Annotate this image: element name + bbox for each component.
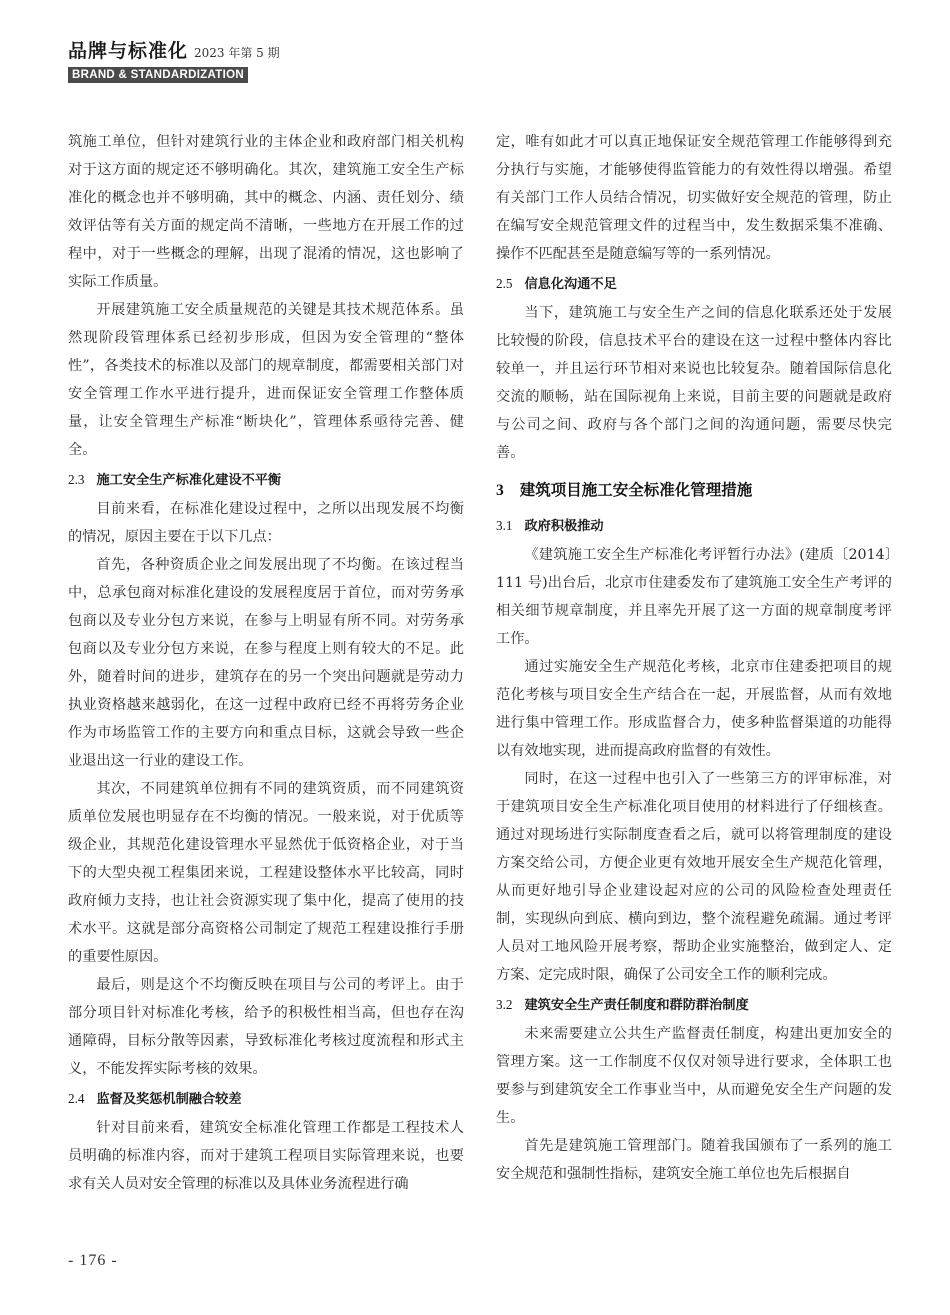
paragraph: 定，唯有如此才可以真正地保证安全规范管理工作能够得到充分执行与实施，才能够使得监管能力的有效性得以增强。希望有关部门工作人员结合情况，切实做好安全规范的管理，防止在编写安全规范管理文件的过程当中，发生数据采集不准确、操作不匹配甚至是随意编写等的一系列情况。 [496,134,892,262]
heading-text: 建筑项目施工安全标准化管理措施 [519,481,753,499]
paragraph: 筑施工单位，但针对建筑行业的主体企业和政府部门相关机构对于这方面的规定还不够明确化。其次，建筑施工安全生产标准化的概念也并不够明确，其中的概念、内涵、责任划分、绩效评估等有关方面的规定尚不清晰，一些地方在开展工作的过程中，对于一些概念的理解，出现了混淆的情况，这也影响了实际工作质量。 [68,134,464,290]
heading-text: 建筑安全生产责任制度和群防群治制度 [524,998,749,1013]
paragraph: 开展建筑施工安全质量规范的关键是其技术规范体系。虽然现阶段管理体系已经初步形成，但因为安全管理的“整体性”，各类技术的标准以及部门的规章制度，都需要相关部门对安全管理工作水平进行提升，进而保证安全管理工作整体质量，让安全管理生产标准“断块化”，管理体系亟待完善、健全。 [68,302,464,458]
heading-text: 政府积极推动 [524,519,604,534]
paragraph: 首先，各种资质企业之间发展出现了不均衡。在该过程当中，总承包商对标准化建设的发展程度居于首位，而对劳务承包商以及专业分包方来说，在参与上明显有所不同。对劳务承包商以及专业分包方来说，在参与程度上则有较大的不足。此外，随着时间的进步，建筑存在的另一个突出问题就是劳动力执业资格越来越弱化，在这一过程中政府已经不再将劳务企业作为市场监管工作的主要方向和重点目标，这就会导致一些企业退出这一行业的建设工作。 [68,557,464,769]
paragraph: 针对目前来看，建筑安全标准化管理工作都是工程技术人员明确的标准内容，而对于建筑工程项目实际管理来说，也要求有关人员对安全管理的标准以及具体业务流程进行确 [68,1120,464,1192]
journal-title-line [68,36,280,63]
issue-label: 2023 年第 5 期 [194,46,280,60]
journal-header [68,36,280,83]
right-column [496,128,892,1188]
heading-number: 3.1 [496,518,513,533]
paragraph: 当下，建筑施工与安全生产之间的信息化联系还处于发展比较慢的阶段，信息技术平台的建设在这一过程中整体内容比较单一，并且运行环节相对来说也比较复杂。随着国际信息化交流的顺畅，站在国际视角上来说，目前主要的问题就是政府与公司之间、政府与各个部门之间的沟通问题，需要尽快完善。 [496,305,892,461]
subsection-heading [496,512,892,541]
page-number: - 176 - [68,1252,118,1269]
subsection-heading [496,270,892,299]
heading-text: 信息化沟通不足 [524,277,617,292]
left-column [68,128,464,1198]
paragraph: 最后，则是这个不均衡反映在项目与公司的考评上。由于部分项目针对标准化考核，给予的积极性相当高，但也存在沟通障碍，目标分散等因素，导致标准化考核过度流程和形式主义，不能发挥实际考核的效果。 [68,977,464,1077]
heading-text: 施工安全生产标准化建设不平衡 [96,473,282,488]
heading-number: 2.5 [496,276,513,291]
journal-name: 品牌与标准化 [68,40,189,62]
heading-number: 2.3 [68,472,85,487]
heading-number: 3.2 [496,997,513,1012]
subsection-heading [68,466,464,495]
paragraph: 《建筑施工安全生产标准化考评暂行办法》(建质〔2014〕111 号)出台后，北京市住建委发布了建筑施工安全生产考评的相关细节规章制度，并且率先开展了这一方面的规章制度考评工作。 [496,547,892,647]
section-heading [496,475,892,506]
paragraph: 首先是建筑施工管理部门。随着我国颁布了一系列的施工安全规范和强制性指标，建筑安全施工单位也先后根据自 [496,1138,892,1182]
heading-number: 2.4 [68,1091,85,1106]
paragraph: 其次，不同建筑单位拥有不同的建筑资质，而不同建筑资质单位发展也明显存在不均衡的情况。一般来说，对于优质等级企业，其规范化建设管理水平显然优于低资格企业，对于当下的大型央视工程集团来说，工程建设整体水平比较高，同时政府倾力支持，也让社会资源实现了集中化，提高了使用的技术水平。这就是部分高资格公司制定了规范工程建设推行手册的重要性原因。 [68,781,464,965]
paragraph: 目前来看，在标准化建设过程中，之所以出现发展不均衡的情况，原因主要在于以下几点： [68,501,464,545]
heading-number: 3 [496,482,504,499]
paragraph: 同时，在这一过程中也引入了一些第三方的评审标准，对于建筑项目安全生产标准化项目使用的材料进行了仔细核查。通过对现场进行实际制度查看之后，就可以将管理制度的建设方案交给公司，方便企业更有效地开展安全生产规范化管理，从而更好地引导企业建设起对应的公司的风险检查处理责任制，实现纵向到底、横向到边，整个流程避免疏漏。通过考评人员对工地风险开展考察，帮助企业实施整治，做到定人、定方案、定完成时限，确保了公司安全工作的顺利完成。 [496,771,892,983]
paragraph: 未来需要建立公共生产监督责任制度，构建出更加安全的管理方案。这一工作制度不仅仅对领导进行要求，全体职工也要参与到建筑安全工作事业当中，从而避免安全生产问题的发生。 [496,1026,892,1126]
subsection-heading [68,1085,464,1114]
paragraph: 通过实施安全生产规范化考核，北京市住建委把项目的规范化考核与项目安全生产结合在一起，开展监督，从而有效地进行集中管理工作。形成监督合力，使多种监督渠道的功能得以有效地实现，进而提高政府监督的有效性。 [496,659,892,759]
heading-text: 监督及奖惩机制融合较差 [96,1092,242,1107]
subsection-heading [496,991,892,1020]
journal-english-name: BRAND & STANDARDIZATION [68,67,248,83]
